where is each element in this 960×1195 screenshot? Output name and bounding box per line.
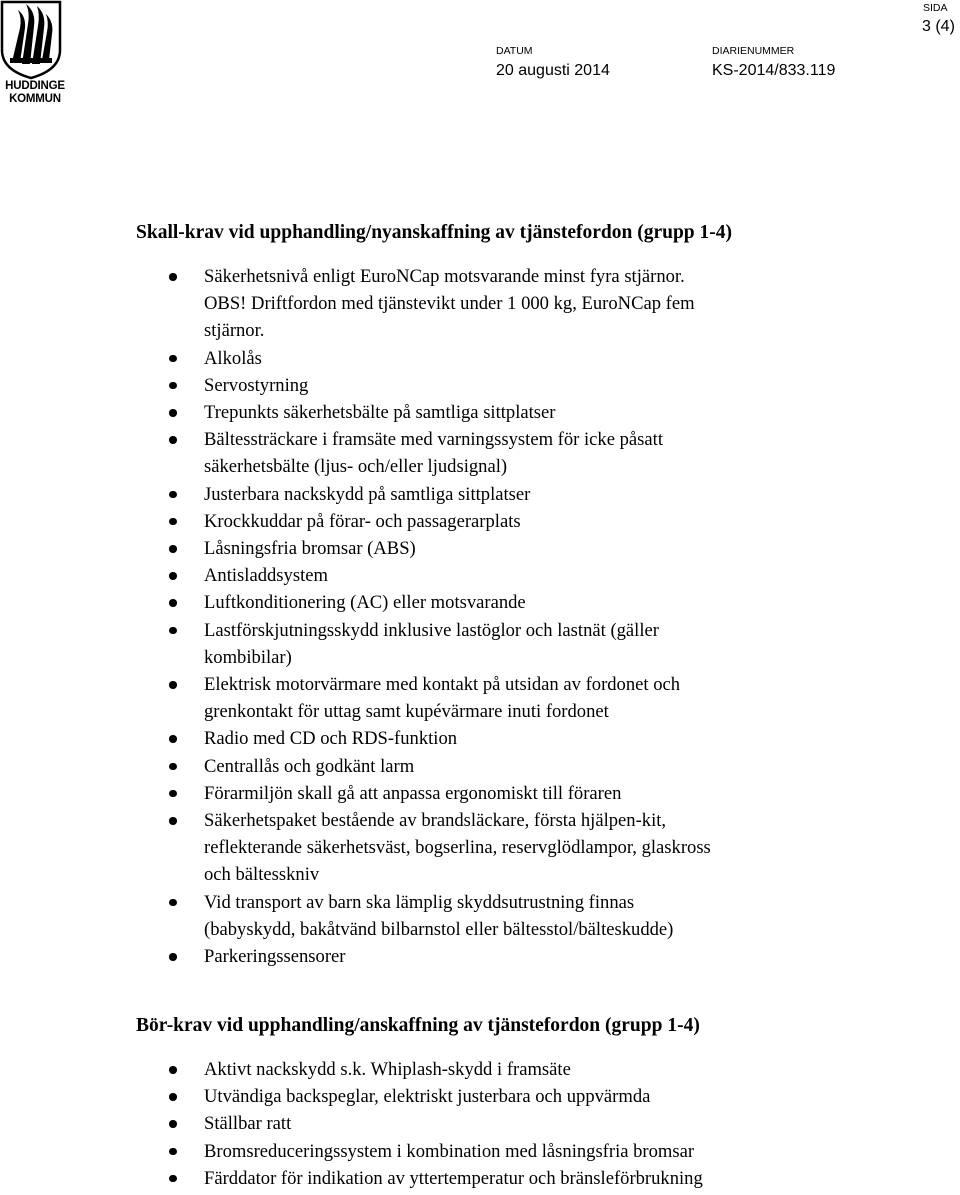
list-item-text: Centrallås och godkänt larm: [204, 755, 415, 777]
bullet-icon: [169, 1120, 177, 1128]
bor-krav-list: [0, 1056, 960, 1192]
list-item-text: (babyskydd, bakåtvänd bilbarnstol eller bältesstol/bälteskudde): [204, 918, 674, 940]
list-item-text: Trepunkts säkerhetsbälte på samtliga sittplatser: [204, 402, 556, 424]
bullet-icon: [169, 1093, 177, 1101]
list-item: [0, 671, 960, 725]
list-item: [0, 617, 960, 671]
list-item: [0, 1056, 960, 1083]
list-item-text: grenkontakt för uttag samt kupévärmare inuti fordonet: [204, 701, 609, 723]
bullet-icon: [169, 1175, 177, 1183]
bullet-icon: [169, 899, 177, 907]
bullet-icon: [169, 518, 177, 526]
list-item-text: Radio med CD och RDS-funktion: [204, 728, 458, 750]
list-item-text: Aktivt nackskydd s.k. Whiplash-skydd i framsäte: [204, 1059, 571, 1080]
bullet-icon: [169, 572, 177, 580]
list-item: [0, 753, 960, 780]
list-item: [0, 535, 960, 562]
list-item-text: Bältessträckare i framsäte med varningssystem för icke påsatt: [204, 429, 663, 451]
list-item: [0, 1165, 960, 1192]
list-item-text: Utvändiga backspeglar, elektriskt justerbara och uppvärmda: [204, 1086, 651, 1108]
list-item: [0, 399, 960, 426]
list-item-text: Servostyrning: [204, 374, 309, 396]
list-item-text: Justerbara nackskydd på samtliga sittplatser: [204, 483, 531, 505]
list-item-text: Vid transport av barn ska lämplig skyddsutrustning finnas: [204, 891, 635, 913]
list-item: [0, 372, 960, 399]
list-item-text: stjärnor.: [204, 320, 265, 342]
list-item-text: Säkerhetsnivå enligt EuroNCap motsvarande minst fyra stjärnor.: [204, 266, 685, 287]
bullet-icon: [169, 599, 177, 607]
sida-label: SIDA: [923, 2, 948, 14]
list-item-text: Antisladdsystem: [204, 565, 328, 587]
list-item: [0, 426, 960, 480]
bullet-icon: [169, 436, 177, 444]
list-item: [0, 345, 960, 372]
logo-text: [0, 80, 70, 106]
list-item-text: Parkeringssensorer: [204, 946, 346, 968]
list-item: [0, 481, 960, 508]
list-item-text: Säkerhetspaket bestående av brandsläckare, första hjälpen-kit,: [204, 810, 667, 832]
list-item-text: Luftkonditionering (AC) eller motsvarande: [204, 592, 526, 614]
sida-value: 3 (4): [922, 18, 955, 35]
list-item-text: Lastförskjutningsskydd inklusive lastöglor och lastnät (gäller: [204, 619, 659, 641]
list-item-text: Färddator för indikation av yttertemperatur och bränsleförbrukning: [204, 1167, 703, 1189]
datum-value: 20 augusti 2014: [496, 62, 610, 79]
list-item-text: Förarmiljön skall gå att anpassa ergonomiskt till föraren: [204, 782, 622, 804]
list-item: [0, 589, 960, 616]
bullet-icon: [169, 790, 177, 798]
section-title-bor-krav: Bör-krav vid upphandling/anskaffning av tjänstefordon (grupp 1-4): [136, 1015, 700, 1036]
list-item-text: säkerhetsbälte (ljus- och/eller ljudsignal): [204, 456, 508, 478]
list-item: [0, 725, 960, 752]
logo-text-line-1: HUDDINGE: [5, 80, 65, 92]
logo-text-line-2: KOMMUN: [9, 93, 61, 105]
bullet-icon: [169, 953, 177, 961]
list-item: [0, 263, 960, 345]
list-item: [0, 807, 960, 889]
bullet-icon: [169, 491, 177, 499]
list-item: [0, 889, 960, 943]
bullet-icon: [169, 817, 177, 825]
bullet-icon: [169, 763, 177, 771]
bullet-icon: [169, 1066, 177, 1074]
bullet-icon: [169, 545, 177, 553]
datum-label: DATUM: [496, 45, 533, 57]
list-item: [0, 1083, 960, 1110]
list-item: [0, 562, 960, 589]
bullet-icon: [169, 1148, 177, 1156]
list-item-text: Alkolås: [204, 347, 262, 369]
bullet-icon: [169, 627, 177, 635]
list-item-text: Bromsreduceringssystem i kombination med låsningsfria bromsar: [204, 1140, 695, 1162]
list-item-text: Låsningsfria bromsar (ABS): [204, 538, 416, 560]
list-item: [0, 1110, 960, 1137]
list-item: [0, 780, 960, 807]
list-item-text: Krockkuddar på förar- och passagerarplats: [204, 510, 521, 532]
diarienummer-label: DIARIENUMMER: [712, 45, 795, 57]
bullet-icon: [169, 681, 177, 689]
bullet-icon: [169, 355, 177, 363]
list-item-text: OBS! Driftfordon med tjänstevikt under 1 000 kg, EuroNCap fem: [204, 293, 695, 315]
list-item: [0, 508, 960, 535]
list-item: [0, 943, 960, 970]
list-item-text: Elektrisk motorvärmare med kontakt på utsidan av fordonet och: [204, 674, 681, 696]
list-item-text: Ställbar ratt: [204, 1113, 292, 1135]
list-item-text: och bältesskniv: [204, 864, 320, 886]
bullet-icon: [169, 735, 177, 743]
coat-of-arms-icon: [0, 0, 70, 80]
skall-krav-list: [0, 263, 960, 970]
diarienummer-value: KS-2014/833.119: [712, 62, 836, 79]
section-title-skall-krav: Skall-krav vid upphandling/nyanskaffning av tjänstefordon (grupp 1-4): [136, 222, 732, 243]
list-item-text: reflekterande säkerhetsväst, bogserlina, reservglödlampor, glaskross: [204, 837, 711, 859]
huddinge-kommun-logo: [0, 0, 70, 108]
list-item: [0, 1138, 960, 1165]
bullet-icon: [169, 409, 177, 417]
bullet-icon: [169, 273, 177, 281]
bullet-icon: [169, 382, 177, 390]
list-item-text: kombibilar): [204, 646, 292, 668]
